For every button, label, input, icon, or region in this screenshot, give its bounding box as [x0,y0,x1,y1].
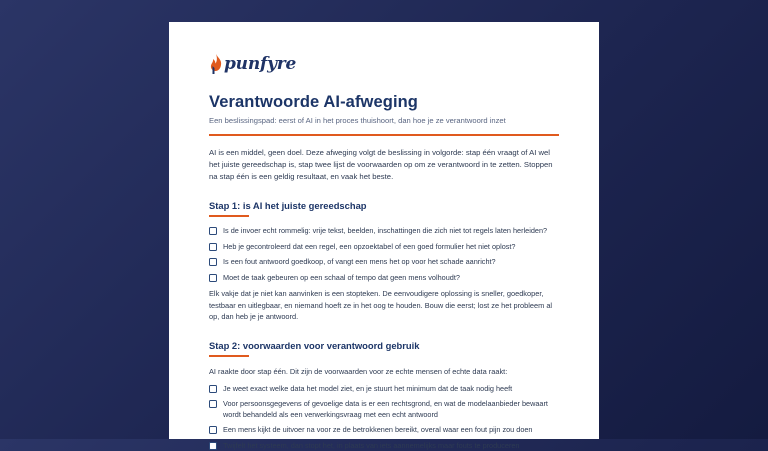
checkbox[interactable] [209,274,217,282]
checklist-item-text: Een mens kijkt de uitvoer na voor ze de betrokkenen bereikt, overal waar een fout pijn zou doen [223,425,533,436]
checklist-item-text: Is een fout antwoord goedkoop, of vangt een mens het op voor het schade aanricht? [223,257,496,268]
checklist-item [209,384,559,395]
checkbox[interactable] [209,227,217,235]
document-subtitle: Een beslissingspad: eerst of AI in het proces thuishoort, dan hoe je ze verantwoord inzet [209,116,559,126]
checklist-item-text: Is de invoer echt rommelig: vrije tekst, beelden, inschattingen die zich niet tot regels laten herleiden? [223,226,547,237]
checklist-item-text: Moet de taak gebeuren op een schaal of tempo dat geen mens volhoudt? [223,273,460,284]
checkbox[interactable] [209,426,217,434]
checklist-item [209,273,559,284]
step2-checklist [209,384,559,451]
flame-icon [209,54,223,74]
step2-lead: AI raakte door stap één. Dit zijn de voorwaarden voor ze echte mensen of echte data raakt: [209,366,559,377]
step1-checklist [209,226,559,283]
checkbox[interactable] [209,258,217,266]
checklist-item-text: Heb je gecontroleerd dat een regel, een opzoektabel of een goed formulier het niet oplost? [223,242,515,253]
document-title: Verantwoorde AI-afweging [209,92,559,112]
checkbox[interactable] [209,400,217,408]
step1-underline [209,215,249,217]
checklist-item [209,441,559,451]
title-divider [209,134,559,136]
document-page [169,22,599,439]
checkbox[interactable] [209,442,217,450]
checklist-item [209,257,559,268]
checklist-item-text: Voor persoonsgegevens of gevoelige data is er een rechtsgrond, en wat de modelaanbieder bewaart wordt behandeld als een verwerkingsvraag met een echt antwoord [223,399,559,420]
punfyre-logo [209,52,559,76]
checklist-item [209,399,559,420]
step1-heading: Stap 1: is AI het juiste gereedschap [209,200,559,212]
logo-wordmark: punfyre [224,54,296,74]
step1-note: Elk vakje dat je niet kan aanvinken is een stopteken. De eenvoudigere oplossing is sneller, goedkoper, testbaar en uitlegbaar, en niemand hoeft ze in het oog te houden. Bouw die eerst; lost ze het probleem al op, dan heb je je antwoord. [209,288,559,323]
checklist-item-text: Je weet exact welke data het model ziet, en je stuurt het minimum dat de taak nodig heeft [223,384,512,395]
checkbox[interactable] [209,243,217,251]
step2-heading: Stap 2: voorwaarden voor verantwoord gebruik [209,340,559,352]
checklist-item [209,242,559,253]
checklist-item [209,226,559,237]
checklist-item [209,425,559,436]
intro-paragraph: AI is een middel, geen doel. Deze afweging volgt de beslissing in volgorde: stap één vraagt of AI wel het juiste gereedschap is, stap twee lijst de voorwaarden op om ze verantwoord in te zetten. Stoppen na stap één is een geldig resultaat, en vaak het beste. [209,147,559,183]
checkbox[interactable] [209,385,217,393]
step2-underline [209,355,249,357]
checklist-item-text: Twijfelt het systeem, dan stopt het, in plaats van iets aannemelijks maar fouts te produceren [223,441,520,451]
